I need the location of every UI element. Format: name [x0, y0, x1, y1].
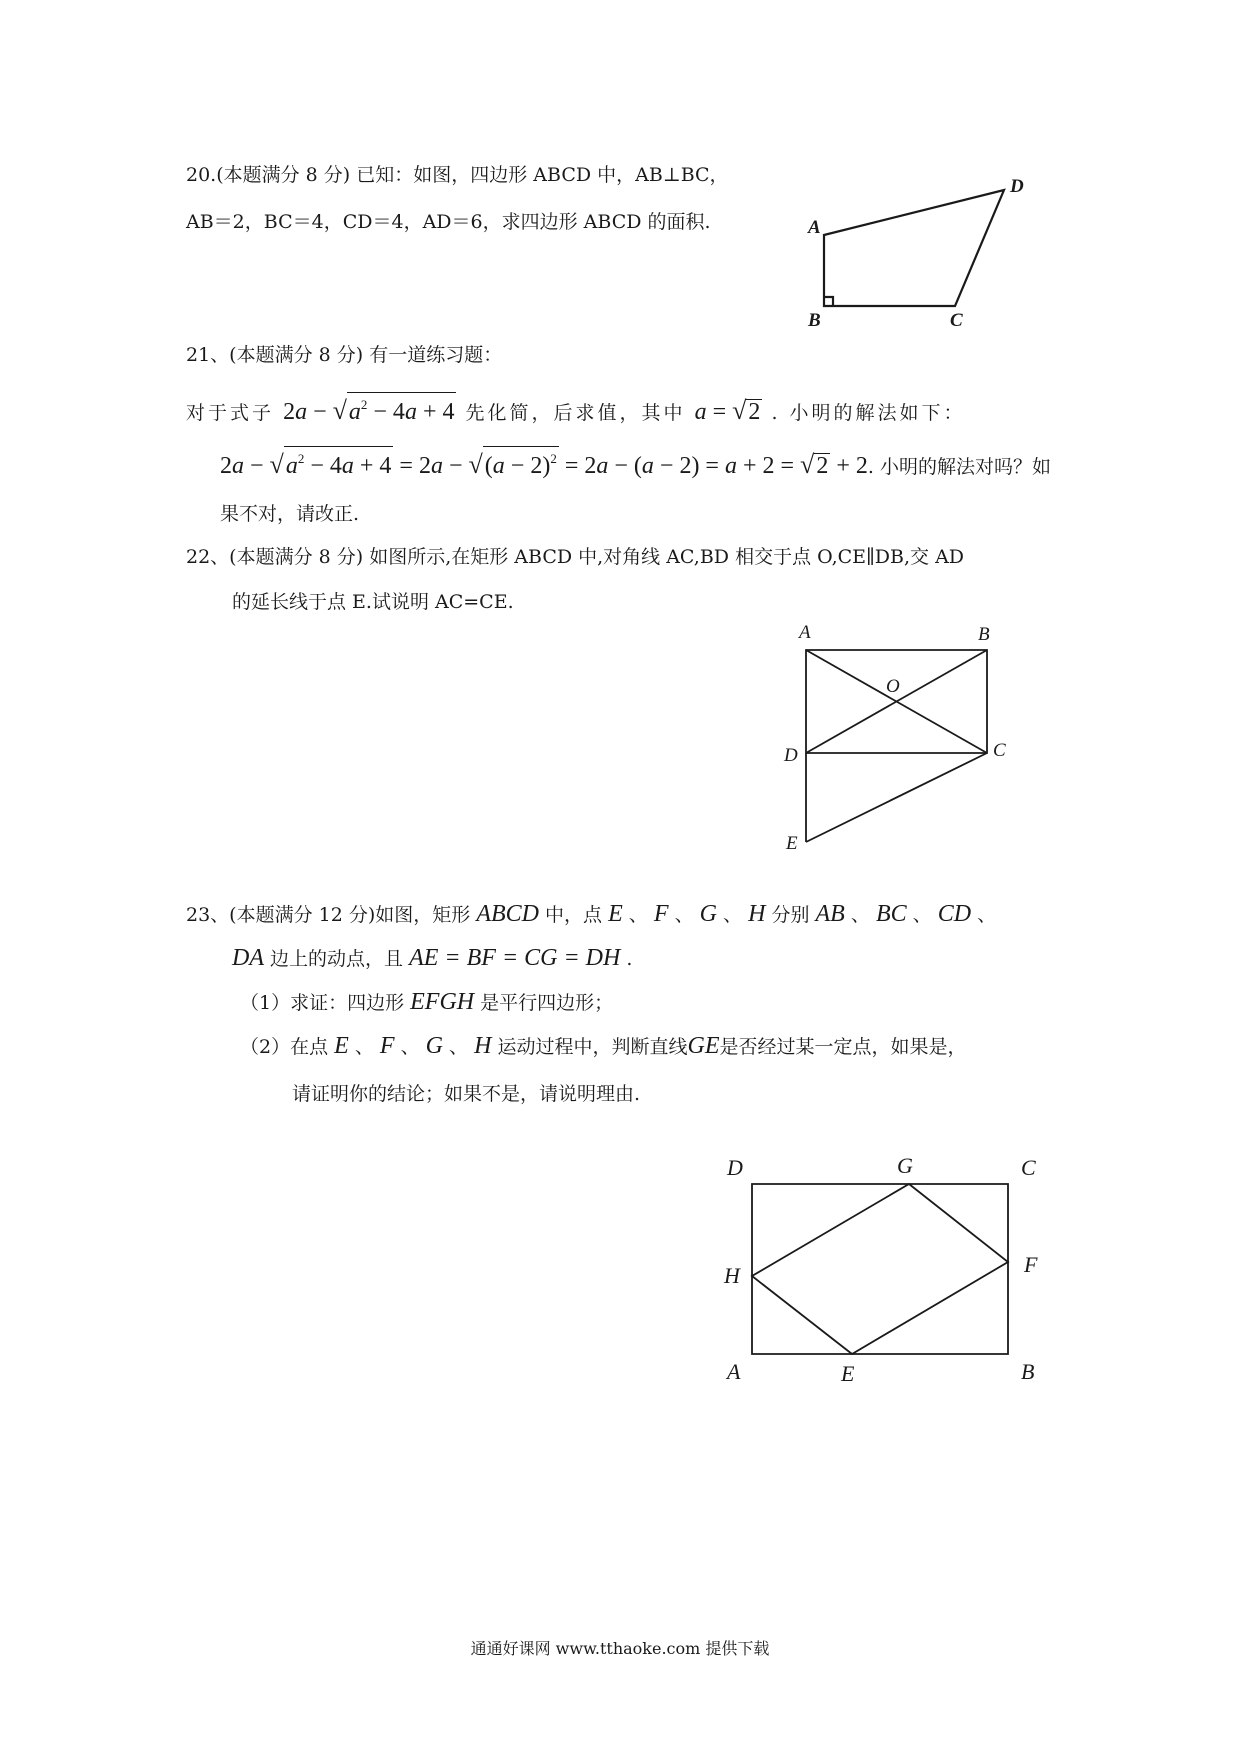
q23-part-2-prefix: （2）在点: [240, 1036, 329, 1058]
q21-given-value: a = √2: [694, 396, 761, 425]
q23-part-1: [240, 987, 613, 1018]
q22-label-b: B: [978, 624, 990, 645]
q22-label-a: A: [799, 622, 811, 643]
q20-line-2: AB＝2，BC＝4，CD＝4，AD＝6，求四边形 ABCD 的面积.: [186, 211, 711, 233]
q20-label-d: D: [1010, 176, 1024, 197]
q23-part-2-mid: 运动过程中，判断直线: [497, 1036, 688, 1058]
q21-line-3-suffix: . 小明的解法对吗？如: [867, 456, 1051, 478]
q23-side-ab: AB: [815, 901, 845, 927]
q23-label-e: E: [841, 1361, 855, 1386]
q23-label-h: H: [724, 1263, 740, 1288]
q20-right-angle-mark: [824, 297, 833, 306]
q22-line-1: 22、(本题满分 8 分) 如图所示,在矩形 ABCD 中,对角线 AC,BD 相交于点 O,CE∥DB,交 AD: [186, 546, 965, 568]
q23-equality: AE = BF = CG = DH: [409, 945, 621, 971]
q22-diagonal-bd: [806, 650, 987, 753]
q23-part-2: （2）在点 E 、 F 、 G 、 H 运动过程中，判断直线GE是否经过某一定点，如果是，: [240, 1033, 967, 1059]
q23-label-a: A: [727, 1359, 741, 1384]
q23-part-2-point-g: G: [425, 1033, 444, 1059]
q21-line-4: 果不对，请改正.: [220, 503, 360, 525]
q23-label-b: B: [1021, 1359, 1035, 1384]
q20-quadrilateral: [824, 190, 1004, 306]
q23-part-1-prefix: （1）求证：四边形: [240, 992, 405, 1014]
q23-part-2-suffix: 是否经过某一定点，如果是，: [719, 1036, 967, 1058]
q23-line-1: 23、(本题满分 12 分)如图，矩形 ABCD 中，点 E 、 F 、 G 、 H 分别 AB 、 BC 、 CD 、: [186, 901, 997, 927]
page-footer: 通通好课网 www.tthaoke.com 提供下载: [470, 1639, 770, 1658]
q20-line-1: 20.(本题满分 8 分) 已知：如图，四边形 ABCD 中，AB⊥BC，: [186, 164, 729, 186]
q23-side-cd: CD: [937, 901, 972, 927]
q23-part-2-point-e: E: [334, 1033, 349, 1059]
q23-side-da: DA: [232, 945, 264, 971]
q21-solution: $2a - √a^2 - 4a + 4 = 2a - √(a - 2)^2 = 2a - (a - 2) = a + 2 = √2 + 2$: [220, 453, 868, 479]
q23-label-c: C: [1021, 1155, 1036, 1180]
q21-line-2-suffix: . 小明的解法如下：: [771, 402, 966, 424]
q21-line-2: [186, 392, 966, 428]
q20-label-a: A: [808, 217, 821, 238]
q23-line-name: GE: [687, 1033, 720, 1059]
q21-expression: $2a - √a^2 - 4a + 4$: [283, 399, 456, 425]
q22-label-c: C: [993, 740, 1006, 761]
q23-label-d: D: [727, 1155, 743, 1180]
q21-line-1: 21、(本题满分 8 分) 有一道练习题：: [186, 344, 503, 366]
q23-part-2-point-h: H: [474, 1033, 492, 1059]
q20-label-b: B: [808, 310, 821, 331]
q23-label-f: F: [1024, 1252, 1038, 1277]
q23-line-2: DA 边上的动点，且 AE = BF = CG = DH .: [232, 945, 633, 971]
q23-point-g: G: [699, 901, 717, 927]
q23-quad-name: EFGH: [410, 989, 475, 1015]
q23-label-g: G: [897, 1153, 913, 1178]
q20-label-c: C: [950, 310, 963, 331]
q23-rectangle: [752, 1184, 1008, 1354]
q23-part-2-line-2: 请证明你的结论；如果不是，请说明理由.: [292, 1083, 641, 1105]
q23-rect-name: ABCD: [476, 901, 539, 927]
q22-label-e: E: [786, 833, 798, 854]
q23-part-2-point-f: F: [379, 1033, 395, 1059]
q23-point-e: E: [608, 901, 623, 927]
q23-point-f: F: [653, 901, 669, 927]
q23-point-h: H: [748, 901, 766, 927]
q23-line-1-mid2: 分别: [771, 904, 810, 926]
q22-label-d: D: [784, 745, 798, 766]
q22-segment-ce: [806, 753, 987, 842]
q23-part-1-suffix: 是平行四边形；: [480, 992, 614, 1014]
q23-line-2-mid: 边上的动点，且: [270, 948, 404, 970]
q21-line-2-prefix: 对于式子: [186, 402, 275, 424]
q22-diagonal-ac: [806, 650, 987, 753]
q21-line-2-mid: 先化简，后求值，其中: [465, 402, 686, 424]
q22-label-o: O: [886, 676, 900, 697]
q21-line-3: [220, 446, 1051, 482]
q23-line-1-prefix: 23、(本题满分 12 分)如图，矩形: [186, 904, 471, 926]
q22-rectangle: [806, 650, 987, 753]
q23-side-bc: BC: [875, 901, 907, 927]
q23-parallelogram: [752, 1184, 1008, 1354]
q22-line-2: 的延长线于点 E.试说明 AC=CE.: [232, 591, 514, 613]
q23-line-1-mid: 中，点: [545, 904, 603, 926]
